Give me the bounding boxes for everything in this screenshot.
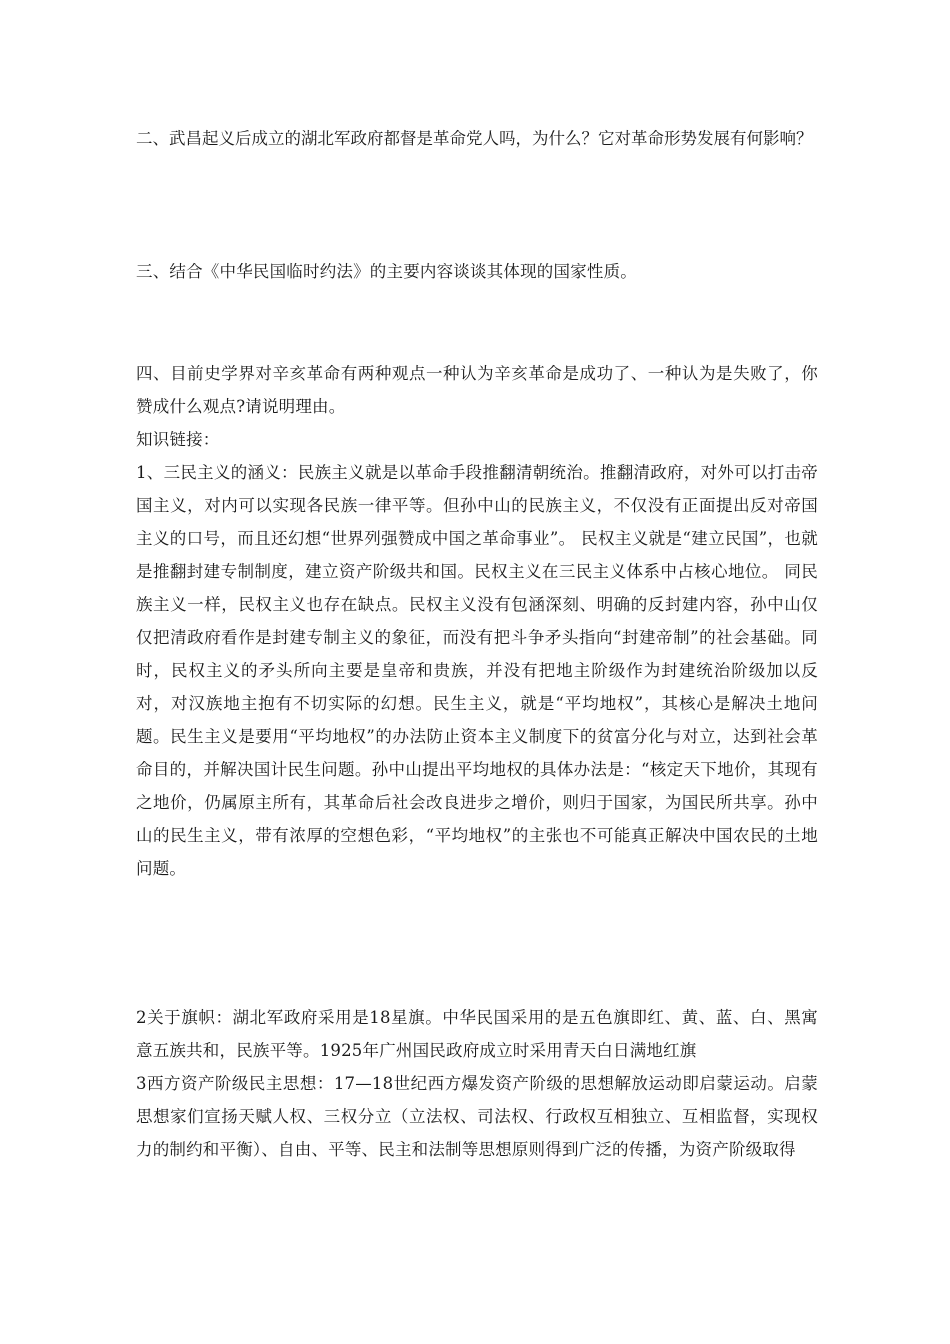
knowledge-item-2: 2关于旗帜：湖北军政府采用是18星旗。中华民国采用的是五色旗即红、黄、蓝、白、黑寓意五族共和，民族平等。1925年广州国民政府成立时采用青天白日满地红旗 <box>136 1008 818 1060</box>
knowledge-link-heading: 知识链接： <box>136 430 220 449</box>
question-2: 二、武昌起义后成立的湖北军政府都督是革命党人吗，为什么？它对革命形势发展有何影响？ <box>136 129 813 148</box>
knowledge-item-1: 1、三民主义的涵义：民族主义就是以革命手段推翻清朝统治。推翻清政府，对外可以打击帝国主义，对内可以实现各民族一律平等。但孙中山的民族主义，不仅没有正面提出反对帝国主义的口号，而且还幻想“世界列强赞成中国之革命事业”。 民权主义就是“建立民国”，也就是推翻封建专制制度，建立资产阶级共和国。民权主义在三民主义体系中占核心地位。 同民族主义一样，民权主义也存在缺点。民权主义没有包涵深刻、明确的反封建内容，孙中山仅仅把清政府看作是封建专制主义的象征，而没有把斗争矛头指向“封建帝制”的社会基础。同时，民权主义的矛头所向主要是皇帝和贵族，并没有把地主阶级作为封建统治阶级加以反对，对汉族地主抱有不切实际的幻想。民生主义，就是“平均地权”，其核心是解决土地问题。民生主义是要用“平均地权”的办法防止资本主义制度下的贫富分化与对立，达到社会革命目的，并解决国计民生问题。孙中山提出平均地权的具体办法是：“核定天下地价，其现有之地价，仍属原主所有，其革命后社会改良进步之增价，则归于国家，为国民所共享。孙中山的民生主义，带有浓厚的空想色彩，“平均地权”的主张也不可能真正解决中国农民的土地问题。 <box>136 463 818 878</box>
question-4: 四、目前史学界对辛亥革命有两种观点一种认为辛亥革命是成功了、一种认为是失败了，你赞成什么观点?请说明理由。 <box>136 364 818 416</box>
knowledge-item-3: 3西方资产阶级民主思想：17—18世纪西方爆发资产阶级的思想解放运动即启蒙运动。启蒙思想家们宣扬天赋人权、三权分立（立法权、司法权、行政权互相独立、互相监督，实现权力的制约和平衡）、自由、平等、民主和法制等思想原则得到广泛的传播，为资产阶级取得 <box>136 1074 818 1159</box>
question-3: 三、结合《中华民国临时约法》的主要内容谈谈其体现的国家性质。 <box>136 262 637 281</box>
